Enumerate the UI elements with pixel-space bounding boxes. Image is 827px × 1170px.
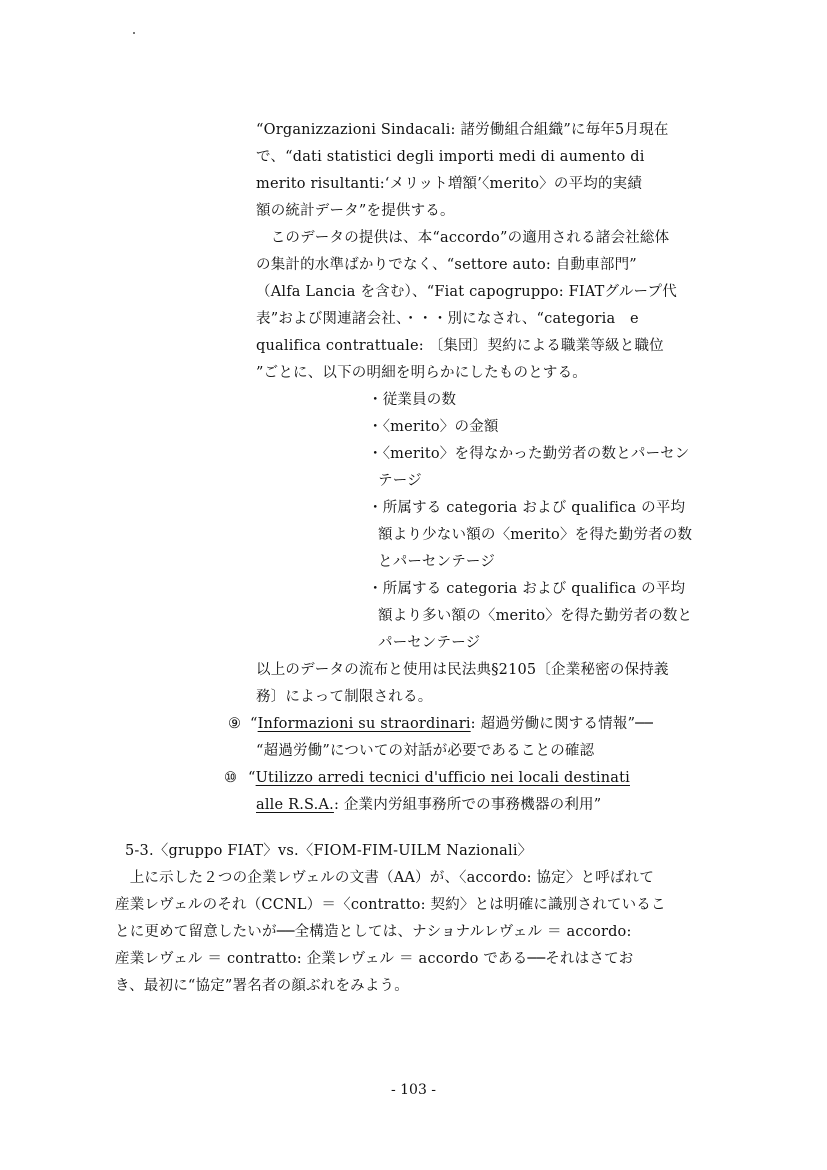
list-item-continuation: 額より多い額の〈merito〉を得た勤労者の数と	[378, 608, 693, 624]
text-line: の集計的水準ばかりでなく、“settore auto: 自動車部門”	[256, 257, 637, 273]
text-line: このデータの提供は、本“accordo”の適用される諸会社総体	[256, 230, 670, 246]
list-item-continuation: とパーセンテージ	[378, 554, 496, 570]
text-line: とに更めて留意したいが──全構造としては、ナショナルレヴェル ＝ accordo:	[115, 924, 632, 940]
text-line: （Alfa Lancia を含む）、“Fiat capogruppo: FIATグループ代	[256, 284, 677, 300]
text-line: “Organizzazioni Sindacali: 諸労働組合組織”に毎年5月現在	[256, 122, 669, 138]
list-item-continuation: テージ	[378, 473, 422, 489]
list-item: ・所属する categoria および qualifica の平均	[368, 500, 686, 516]
list-item-continuation: 額より少ない額の〈merito〉を得た勤労者の数	[378, 527, 693, 543]
list-item: ・〈merito〉を得なかった勤労者の数とパーセン	[368, 446, 690, 462]
item-heading-line	[250, 714, 653, 734]
text-line: き、最初に“協定”署名者の顔ぶれをみよう。	[115, 978, 409, 994]
text-line: で、“dati statistici degli importi medi di aumento di	[256, 149, 645, 165]
italian-term: Informazioni su straordinari	[257, 716, 471, 732]
text-line: qualifica contrattuale: 〔集団〕契約による職業等級と職位	[256, 338, 664, 354]
text-line: 産業レヴェルのそれ（CCNL）＝〈contratto: 契約〉とは明確に識別されているこ	[115, 897, 666, 913]
text-line: 産業レヴェル ＝ contratto: 企業レヴェル ＝ accordo である──それはさてお	[115, 951, 634, 967]
text-line: 以上のデータの流布と使用は民法典§2105〔企業秘密の保持義	[256, 662, 669, 678]
item-heading-line	[248, 768, 630, 788]
item-continuation-line	[256, 795, 601, 815]
item-number: ⑨	[228, 716, 241, 732]
list-item: ・従業員の数	[368, 392, 457, 408]
item-description: : 超過労働に関する情報”──	[470, 716, 654, 732]
page-number: - 103 -	[390, 1082, 437, 1098]
quote-mark: “	[248, 770, 256, 786]
text-line: merito risultanti:‘メリット増額’〈merito〉の平均的実績	[256, 176, 643, 192]
list-item: ・所属する categoria および qualifica の平均	[368, 581, 686, 597]
italian-term: alle R.S.A.	[256, 797, 334, 813]
item-number: ⑩	[224, 770, 237, 786]
text-line: 務〕によって制限される。	[256, 689, 433, 705]
text-line: ”ごとに、以下の明細を明らかにしたものとする。	[256, 365, 588, 381]
section-heading: 5-3.〈gruppo FIAT〉vs.〈FIOM-FIM-UILM Nazionali〉	[125, 843, 533, 859]
italian-term: Utilizzo arredi tecnici d'ufficio nei locali destinati	[255, 770, 630, 786]
item-description: : 企業内労組事務所での事務機器の利用”	[333, 797, 602, 813]
list-item-continuation: パーセンテージ	[378, 635, 481, 651]
list-item: ・〈merito〉の金額	[368, 419, 499, 435]
text-line: 額の統計データ”を提供する。	[256, 203, 455, 219]
text-line: 上に示した２つの企業レヴェルの文書（AA）が、〈accordo: 協定〉と呼ばれて	[115, 870, 655, 886]
text-line: “超過労働”についての対話が必要であることの確認	[256, 743, 595, 759]
text-line: 表”および関連諸会社、・・・別になされ、“categoria e	[256, 311, 639, 327]
quote-mark: “	[250, 716, 258, 732]
scan-speck	[133, 32, 135, 34]
